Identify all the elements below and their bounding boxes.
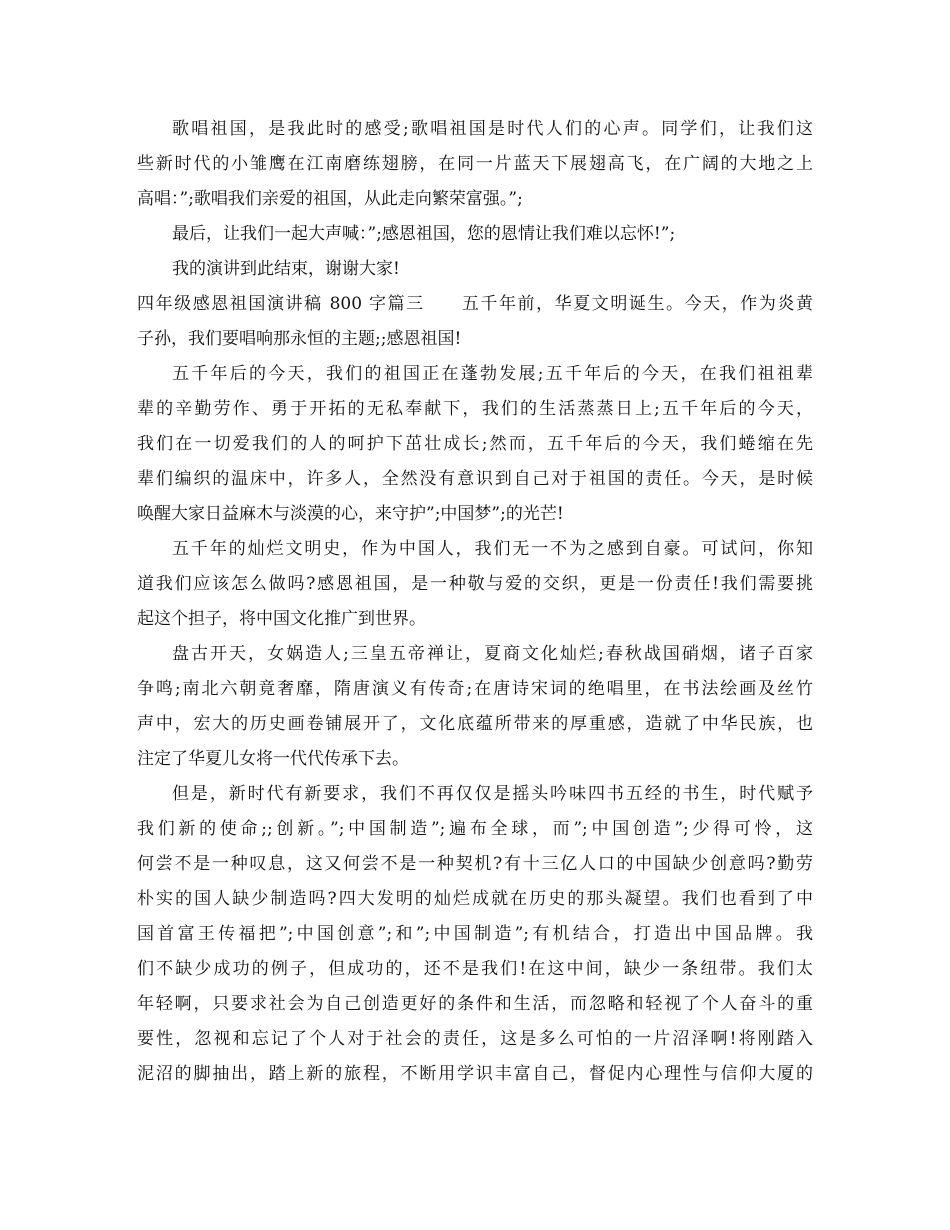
paragraph-8 [137, 777, 813, 1092]
text-line: 五千年的灿烂文明史，作为中国人，我们无一不为之感到自豪。可试问，你知 [172, 539, 813, 559]
text-line: 五千年后的今天，我们的祖国正在蓬勃发展;五千年后的今天，在我们祖祖辈 [172, 364, 813, 384]
text-line: 们不缺少成功的例子，但成功的，还不是我们!在这中间，缺少一条纽带。我们太 [137, 959, 813, 979]
text-line: 争鸣;南北六朝竟奢靡，隋唐演义有传奇;在唐诗宋词的绝唱里，在书法绘画及丝竹 [137, 679, 813, 699]
text-line: 歌唱祖国，是我此时的感受;歌唱祖国是时代人们的心声。同学们，让我们这 [172, 119, 813, 139]
paragraph-5 [137, 357, 813, 532]
paragraph-4 [137, 287, 813, 357]
text-line: 子孙，我们要唱响那永恒的主题;;感恩祖国! [137, 329, 462, 349]
text-line: 些新时代的小雏鹰在江南磨练翅膀，在同一片蓝天下展翅高飞，在广阔的大地之上 [137, 154, 813, 174]
text-line: 声中，宏大的历史画卷铺展开了，文化底蕴所带来的厚重感，造就了中华民族，也 [137, 714, 813, 734]
text-line: 我的演讲到此结束，谢谢大家! [172, 259, 400, 279]
text-line: 四年级感恩祖国演讲稿 800 字篇三 五千年前，华夏文明诞生。今天，作为炎黄 [137, 294, 813, 314]
text-line: 盘古开天，女娲造人;三皇五帝禅让，夏商文化灿烂;春秋战国硝烟，诸子百家 [172, 644, 813, 664]
paragraph-7 [137, 637, 813, 777]
text-line: 朴实的国人缺少制造吗?四大发明的灿烂成就在历史的那头凝望。我们也看到了中 [137, 889, 813, 909]
text-line: 国首富王传福把”;中国创意”;和”;中国制造”;有机结合，打造出中国品牌。我 [137, 924, 813, 944]
text-line: 起这个担子，将中国文化推广到世界。 [137, 609, 426, 629]
text-line: 年轻啊，只要求社会为自己创造更好的条件和生活，而忽略和轻视了个人奋斗的重 [137, 994, 813, 1014]
paragraph-2 [137, 217, 813, 252]
text-line: 何尝不是一种叹息，这又何尝不是一种契机?有十三亿人口的中国缺少创意吗?勤劳 [137, 854, 813, 874]
text-line: 但是，新时代有新要求，我们不再仅仅是摇头吟味四书五经的书生，时代赋予 [172, 784, 813, 804]
document-body [137, 112, 813, 1092]
text-line: 我们新的使命;;创新。”;中国制造”;遍布全球，而”;中国创造”;少得可怜，这 [137, 819, 813, 839]
text-line: 高唱：”;歌唱我们亲爱的祖国，从此走向繁荣富强。”; [137, 189, 523, 209]
paragraph-3 [137, 252, 813, 287]
text-line: 要性，忽视和忘记了个人对于社会的责任，这是多么可怕的一片沼泽啊!将刚踏入 [137, 1029, 813, 1049]
text-line: 辈们编织的温床中，许多人，全然没有意识到自己对于祖国的责任。今天，是时候 [137, 469, 813, 489]
text-line: 辈的辛勤劳作、勇于开拓的无私奉献下，我们的生活蒸蒸日上;五千年后的今天， [137, 399, 813, 419]
paragraph-6 [137, 532, 813, 637]
paragraph-1 [137, 112, 813, 217]
text-line: 注定了华夏儿女将一代代传承下去。 [137, 749, 409, 769]
text-line: 泥沼的脚抽出，踏上新的旅程，不断用学识丰富自己，督促内心理性与信仰大厦的 [137, 1064, 813, 1084]
text-line: 唤醒大家日益麻木与淡漠的心，来守护”;中国梦”;的光芒! [137, 504, 564, 524]
text-line: 我们在一切爱我们的人的呵护下茁壮成长;然而，五千年后的今天，我们蜷缩在先 [137, 434, 813, 454]
text-line: 最后，让我们一起大声喊：”;感恩祖国，您的恩情让我们难以忘怀!”; [172, 224, 676, 244]
text-line: 道我们应该怎么做吗?感恩祖国，是一种敬与爱的交织，更是一份责任!我们需要挑 [137, 574, 813, 594]
